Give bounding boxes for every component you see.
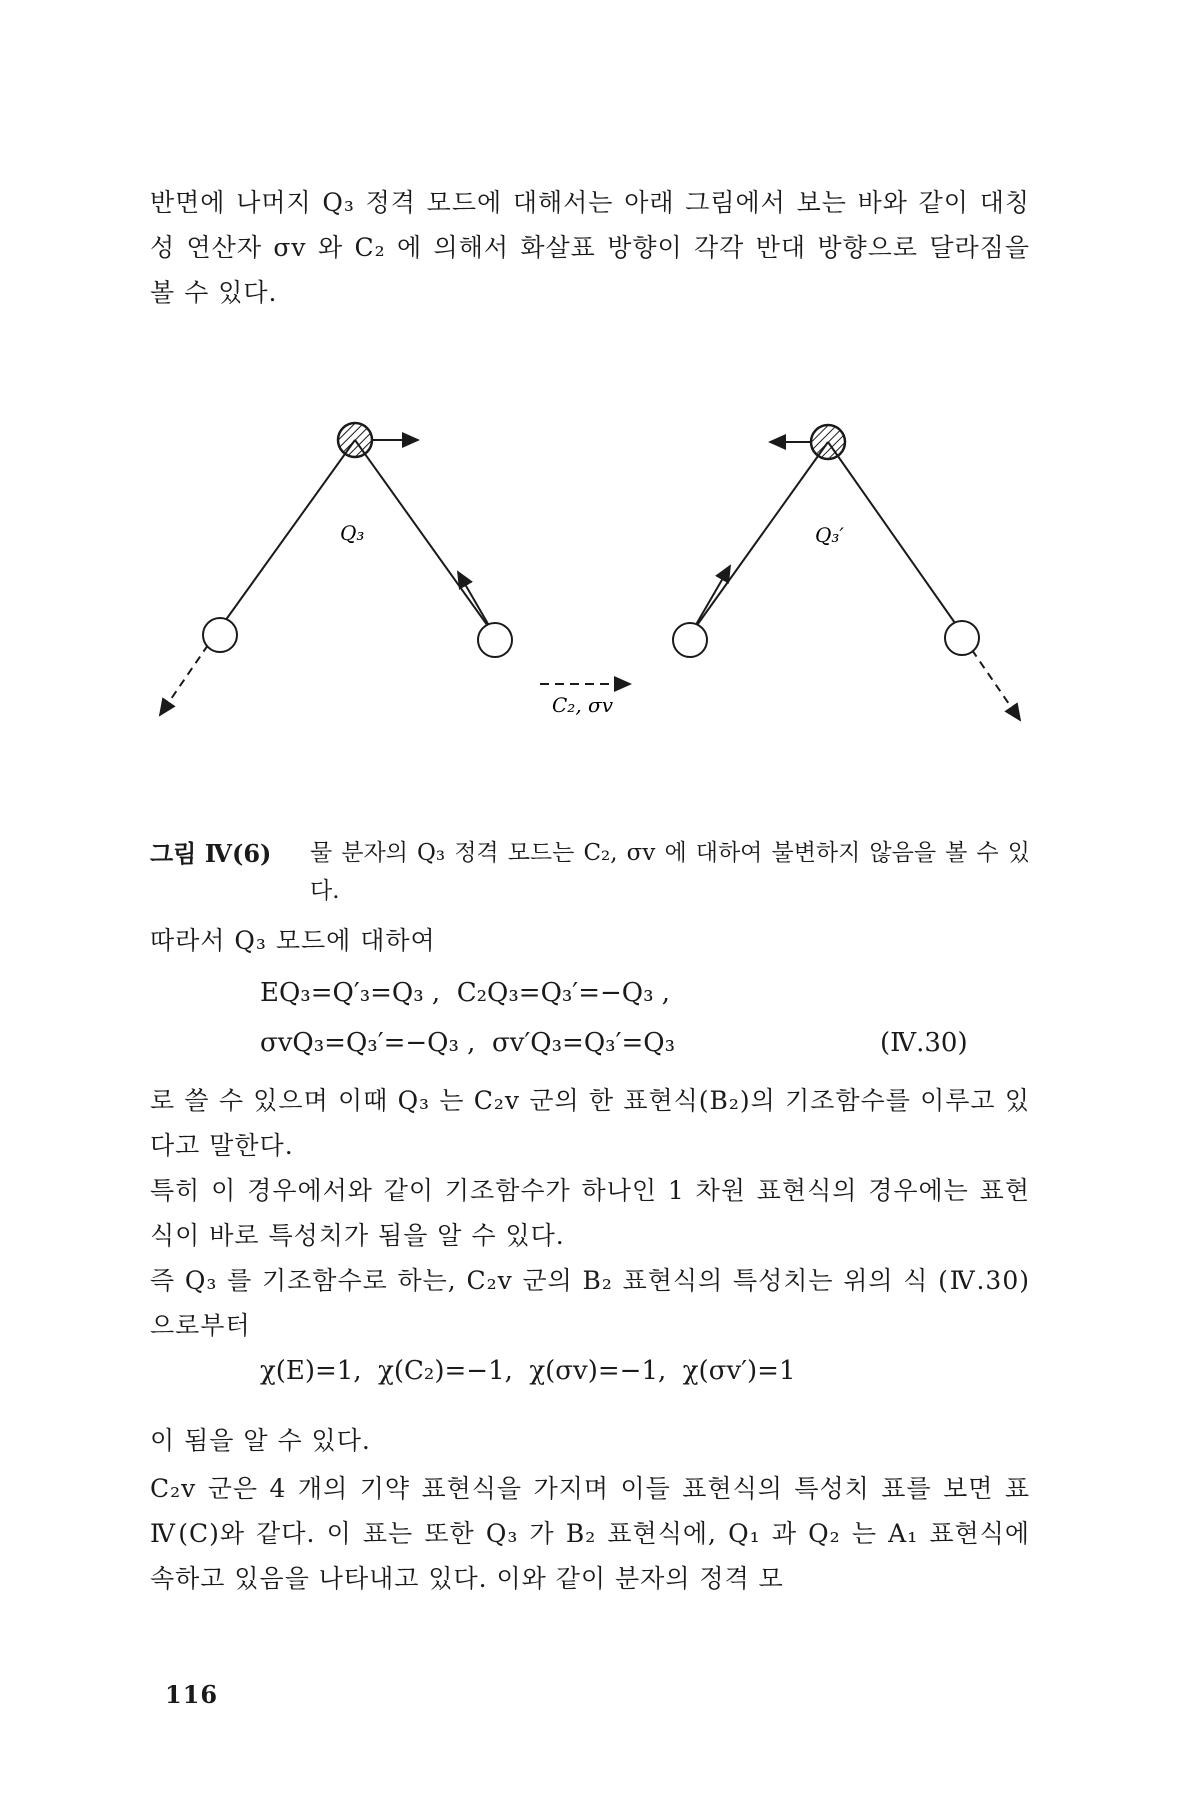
- molecule-right: [673, 425, 1020, 720]
- operation-label: C₂, σv: [552, 693, 613, 717]
- oxygen-atom-left: [338, 423, 372, 457]
- bond-right-2: [828, 442, 962, 633]
- water-molecule-q3-mode-diagram: [140, 400, 1040, 730]
- bond-right-1: [690, 442, 828, 635]
- bond-left-1: [220, 440, 355, 628]
- bond-left-2: [355, 440, 495, 636]
- figure-caption-text: 물 분자의 Q₃ 정격 모드는 C₂, σv 에 대하여 불변하지 않음을 볼 수 있다.: [310, 840, 1030, 904]
- page-number: 116: [165, 1680, 219, 1709]
- character-values: χ(E)=1, χ(C₂)=−1, χ(σv)=−1, χ(σv′)=1: [260, 1356, 796, 1386]
- figure-caption-label: 그림 Ⅳ(6): [150, 839, 272, 868]
- basis-paragraph: 로 쓸 수 있으며 이때 Q₃ 는 C₂v 군의 한 표현식(B₂)의 기조함수를 이루고 있다고 말한다.: [150, 1086, 1030, 1160]
- arrow-h-right-down: [972, 650, 1020, 720]
- namely-paragraph: 즉 Q₃ 를 기조함수로 하는, C₂v 군의 B₂ 표현식의 특성치는 위의 식 (Ⅳ.30)으로부터: [150, 1266, 1030, 1340]
- label-q3: Q₃: [340, 521, 365, 545]
- result-paragraph: 이 됨을 알 수 있다.: [150, 1426, 371, 1455]
- final-paragraph: C₂v 군은 4 개의 기약 표현식을 가지며 이들 표현식의 특성치 표를 보면 표 Ⅳ(C)와 같다. 이 표는 또한 Q₃ 가 B₂ 표현식에, Q₁ 과 Q₂ 는 A₁ 표현식에 속하고 있음을 나타내고 있다. 이와 같이 분자의 정격 모: [150, 1474, 1030, 1593]
- symmetry-operation: [540, 684, 630, 717]
- oxygen-atom-right: [811, 425, 845, 459]
- intro-paragraph: 반면에 나머지 Q₃ 정격 모드에 대해서는 아래 그림에서 보는 바와 같이 대칭성 연산자 σv 와 C₂ 에 의해서 화살표 방향이 각각 반대 방향으로 달라짐을 볼 수 있다.: [150, 188, 1030, 307]
- special-case-paragraph: 특히 이 경우에서와 같이 기조함수가 하나인 1 차원 표현식의 경우에는 표현식이 바로 특성치가 됨을 알 수 있다.: [150, 1176, 1030, 1250]
- therefore-paragraph: 따라서 Q₃ 모드에 대하여: [150, 926, 436, 955]
- equation-number: (Ⅳ.30): [880, 1028, 968, 1058]
- molecule-left: [160, 423, 512, 715]
- hydrogen-atom-right-2: [945, 621, 979, 655]
- equation-line-2: σvQ₃=Q₃′=−Q₃ , σv′Q₃=Q₃′=Q₃: [260, 1028, 675, 1058]
- equation-line-1: EQ₃=Q′₃=Q₃ , C₂Q₃=Q₃′=−Q₃ ,: [260, 978, 671, 1008]
- hydrogen-atom-right-1: [673, 623, 707, 657]
- label-q3-prime: Q₃′: [815, 523, 844, 547]
- hydrogen-atom-left-1: [203, 618, 237, 652]
- arrow-h-left-down: [160, 645, 208, 715]
- hydrogen-atom-left-2: [478, 623, 512, 657]
